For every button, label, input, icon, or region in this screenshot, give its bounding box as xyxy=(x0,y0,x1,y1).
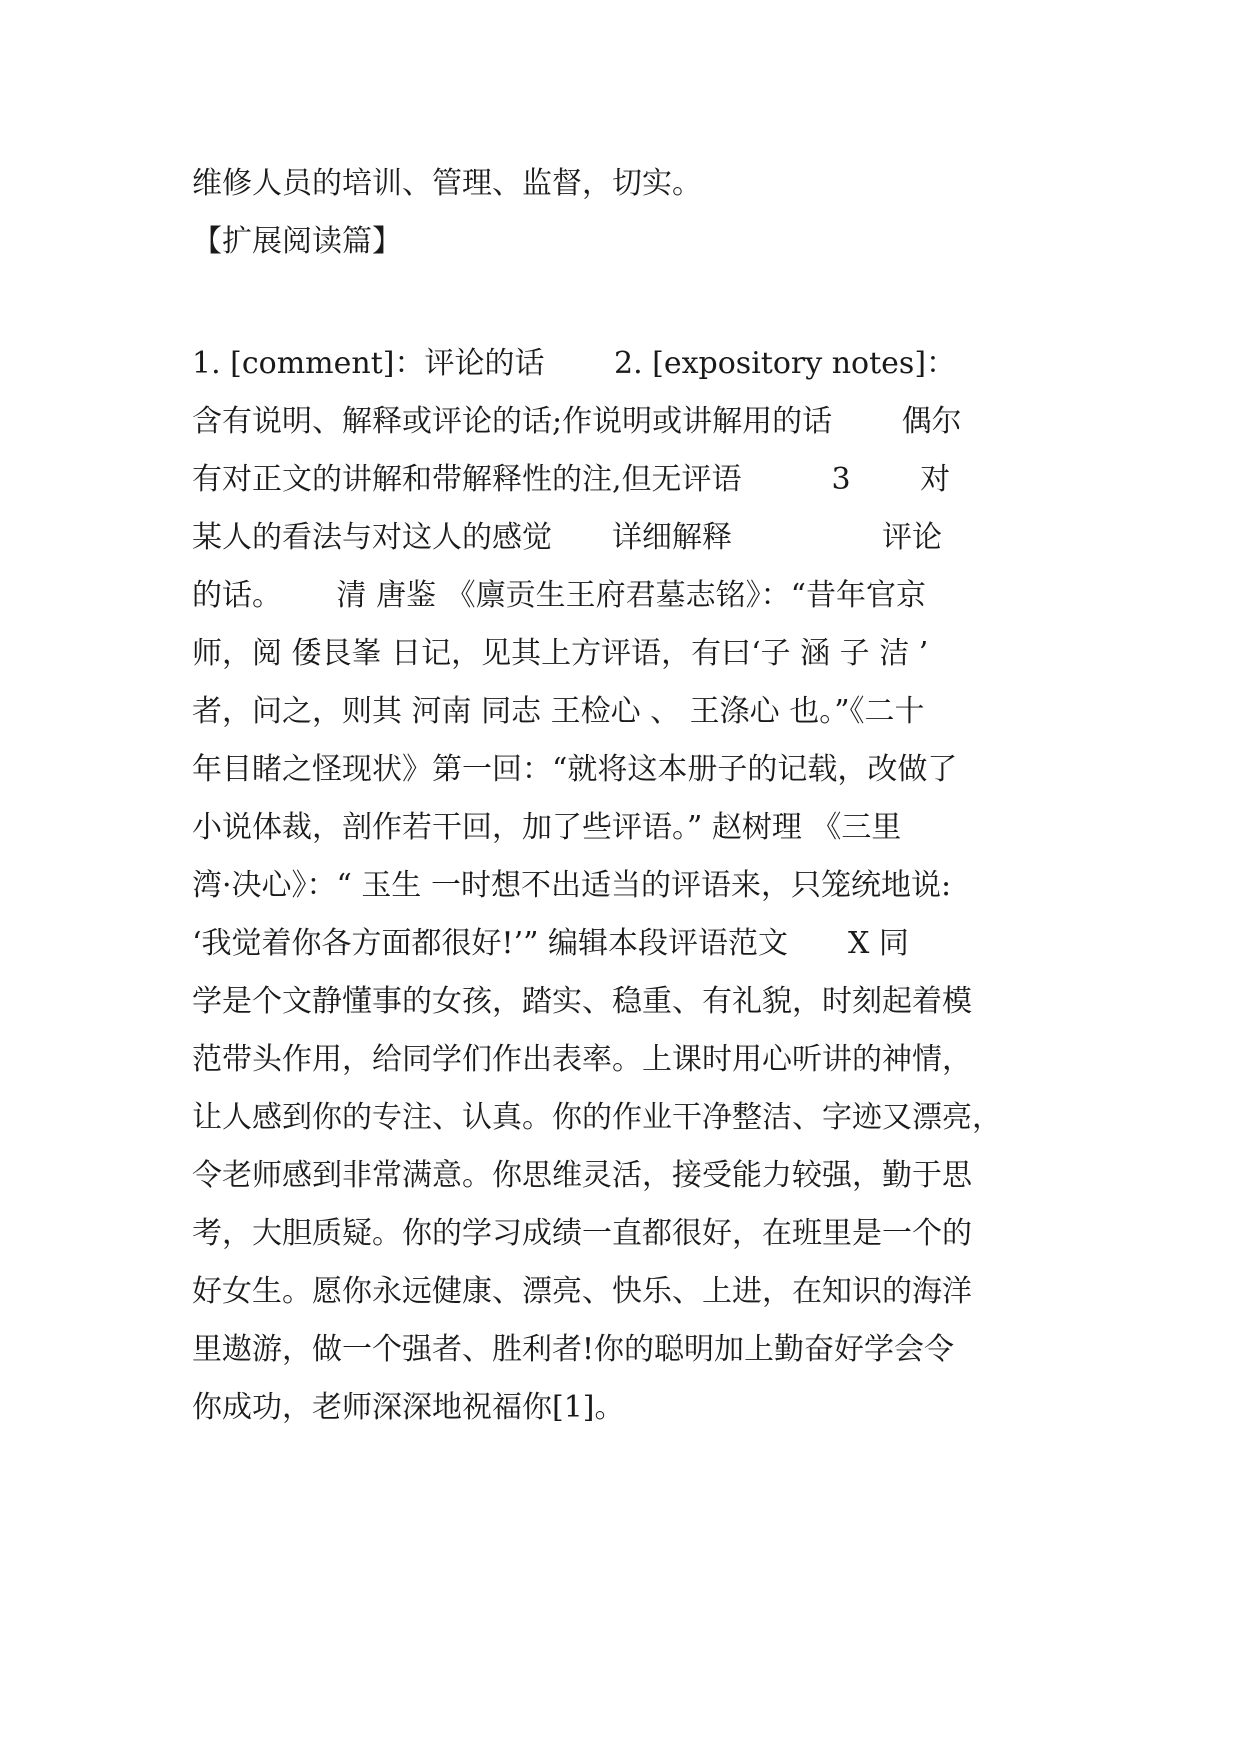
body-line: 小说体裁，剖作若干回，加了些评语。” 赵树理 《三里 xyxy=(192,810,902,845)
body-line: 的话。 清 唐鉴 《廪贡生王府君墓志铭》：“昔年官京 xyxy=(192,578,926,613)
body-line: ‘我觉着你各方面都很好!’” 编辑本段评语范文 X 同 xyxy=(192,926,909,961)
body-line: 某人的看法与对这人的感觉 详细解释 评论 xyxy=(192,520,942,555)
body-section xyxy=(192,335,1052,1437)
body-line: 者，问之，则其 河南 同志 王检心 、 王涤心 也。”《二十 xyxy=(192,694,925,729)
extended-reading-heading: 【扩展阅读篇】 xyxy=(192,224,402,259)
body-line: 让人感到你的专注、认真。你的作业干净整洁、字迹又漂亮， xyxy=(192,1100,1002,1135)
body-line: 有对正文的讲解和带解释性的注,但无评语 3 对 xyxy=(192,462,951,497)
body-line: 学是个文静懂事的女孩，踏实、稳重、有礼貌，时刻起着模 xyxy=(192,984,972,1019)
body-line: 里遨游，做一个强者、胜利者!你的聪明加上勤奋好学会令 xyxy=(192,1332,955,1367)
body-line: 你成功，老师深深地祝福你[1]。 xyxy=(192,1390,625,1425)
intro-line: 维修人员的培训、管理、监督，切实。 xyxy=(192,166,702,201)
body-line: 考，大胆质疑。你的学习成绩一直都很好，在班里是一个的 xyxy=(192,1216,972,1251)
body-line: 年目睹之怪现状》第一回：“就将这本册子的记载，改做了 xyxy=(192,752,958,787)
body-line: 含有说明、解释或评论的话;作说明或讲解用的话 偶尔 xyxy=(192,404,962,439)
body-line: 湾·决心》：“ 玉生 一时想不出适当的评语来，只笼统地说: xyxy=(192,868,952,903)
body-line: 1. [comment]：评论的话 2. [expository notes]： xyxy=(192,346,957,381)
intro-section xyxy=(192,155,1052,271)
body-line: 令老师感到非常满意。你思维灵活，接受能力较强，勤于思 xyxy=(192,1158,972,1193)
body-line: 师，阅 倭艮峯 日记，见其上方评语，有曰‘子 涵 子 洁 ’ xyxy=(192,636,929,671)
body-line: 范带头作用，给同学们作出表率。上课时用心听讲的神情， xyxy=(192,1042,972,1077)
body-line: 好女生。愿你永远健康、漂亮、快乐、上进，在知识的海洋 xyxy=(192,1274,972,1309)
